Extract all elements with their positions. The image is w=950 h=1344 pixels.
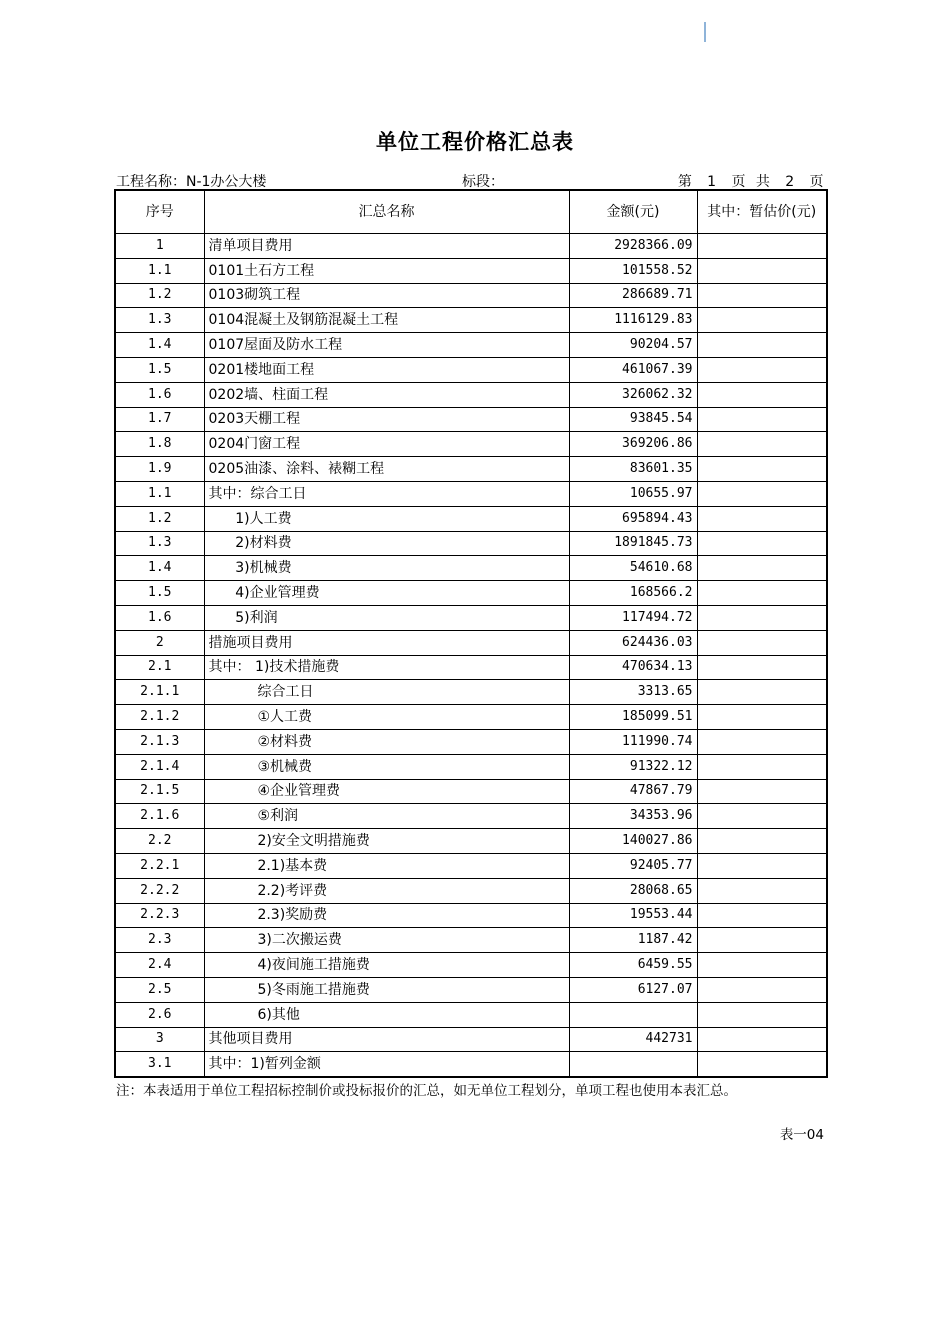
- table-row: [115, 556, 827, 581]
- row-amount: 93845.54: [569, 407, 697, 432]
- table-row: [115, 729, 827, 754]
- table-header-row: [115, 190, 827, 234]
- table-row: [115, 333, 827, 358]
- table-row: [115, 357, 827, 382]
- row-estimate: [697, 829, 827, 854]
- row-serial: 2.4: [115, 953, 204, 978]
- row-serial: 2.5: [115, 977, 204, 1002]
- row-amount: [569, 1052, 697, 1077]
- row-amount: 185099.51: [569, 705, 697, 730]
- text-cursor-marker: [704, 22, 706, 42]
- row-serial: 2.1.3: [115, 729, 204, 754]
- page-suffix: 页: [809, 174, 824, 190]
- table-row: [115, 308, 827, 333]
- table-row: [115, 1052, 827, 1077]
- info-row: [114, 171, 826, 189]
- row-estimate: [697, 556, 827, 581]
- row-estimate: [697, 878, 827, 903]
- header-amount: 金额(元): [569, 190, 697, 234]
- row-serial: 2.2.3: [115, 903, 204, 928]
- row-amount: 624436.03: [569, 630, 697, 655]
- row-serial: 1.1: [115, 258, 204, 283]
- row-estimate: [697, 977, 827, 1002]
- row-serial: 1.1: [115, 481, 204, 506]
- table-row: [115, 258, 827, 283]
- table-row: [115, 506, 827, 531]
- row-estimate: [697, 928, 827, 953]
- row-name: 其他项目费用: [204, 1027, 569, 1052]
- row-name: 4)企业管理费: [204, 581, 569, 606]
- row-serial: 1.6: [115, 605, 204, 630]
- row-amount: 92405.77: [569, 853, 697, 878]
- row-serial: 2.3: [115, 928, 204, 953]
- table-row: [115, 581, 827, 606]
- row-name: ①人工费: [204, 705, 569, 730]
- table-row: [115, 829, 827, 854]
- row-amount: 1891845.73: [569, 531, 697, 556]
- row-name: 0103砌筑工程: [204, 283, 569, 308]
- row-name: 0203天棚工程: [204, 407, 569, 432]
- row-amount: 101558.52: [569, 258, 697, 283]
- row-name: 2.3)奖励费: [204, 903, 569, 928]
- table-row: [115, 754, 827, 779]
- row-amount: [569, 1002, 697, 1027]
- table-body: [115, 234, 827, 1078]
- row-serial: 1.5: [115, 357, 204, 382]
- table-row: [115, 878, 827, 903]
- row-serial: 2.6: [115, 1002, 204, 1027]
- row-name: 0101土石方工程: [204, 258, 569, 283]
- row-serial: 2.2.2: [115, 878, 204, 903]
- row-serial: 2.1.6: [115, 804, 204, 829]
- row-amount: 1187.42: [569, 928, 697, 953]
- row-serial: 2.2: [115, 829, 204, 854]
- row-name: 0107屋面及防水工程: [204, 333, 569, 358]
- row-serial: 1.3: [115, 531, 204, 556]
- row-estimate: [697, 705, 827, 730]
- row-estimate: [697, 581, 827, 606]
- footnote: 注：本表适用于单位工程招标控制价或投标报价的汇总，如无单位工程划分，单项工程也使用本表汇总。: [116, 1083, 737, 1099]
- row-estimate: [697, 283, 827, 308]
- row-serial: 2.1.4: [115, 754, 204, 779]
- table-row: [115, 630, 827, 655]
- row-serial: 2.1.1: [115, 680, 204, 705]
- row-estimate: [697, 903, 827, 928]
- row-name: 2)安全文明措施费: [204, 829, 569, 854]
- table-row: [115, 977, 827, 1002]
- page-total: 2: [785, 174, 795, 190]
- table-row: [115, 605, 827, 630]
- row-estimate: [697, 382, 827, 407]
- row-serial: 3.1: [115, 1052, 204, 1077]
- row-amount: 2928366.09: [569, 234, 697, 259]
- row-amount: 369206.86: [569, 432, 697, 457]
- row-estimate: [697, 457, 827, 482]
- row-name: 3)二次搬运费: [204, 928, 569, 953]
- row-serial: 1.4: [115, 333, 204, 358]
- row-serial: 1.2: [115, 506, 204, 531]
- row-estimate: [697, 357, 827, 382]
- table-row: [115, 382, 827, 407]
- row-serial: 1.4: [115, 556, 204, 581]
- page-mid: 页 共: [731, 174, 771, 190]
- row-name: 0204门窗工程: [204, 432, 569, 457]
- row-amount: 3313.65: [569, 680, 697, 705]
- table-row: [115, 234, 827, 259]
- row-estimate: [697, 333, 827, 358]
- row-name: 0201楼地面工程: [204, 357, 569, 382]
- row-serial: 1.2: [115, 283, 204, 308]
- row-name: ⑤利润: [204, 804, 569, 829]
- table-row: [115, 1027, 827, 1052]
- row-amount: 6127.07: [569, 977, 697, 1002]
- row-amount: 168566.2: [569, 581, 697, 606]
- row-estimate: [697, 655, 827, 680]
- row-name: 2)材料费: [204, 531, 569, 556]
- table-row: [115, 853, 827, 878]
- table-row: [115, 283, 827, 308]
- row-serial: 2.2.1: [115, 853, 204, 878]
- page-indicator: [678, 171, 824, 191]
- row-name: 0104混凝土及钢筋混凝土工程: [204, 308, 569, 333]
- row-name: 5)利润: [204, 605, 569, 630]
- row-estimate: [697, 1027, 827, 1052]
- row-name: ④企业管理费: [204, 779, 569, 804]
- table-row: [115, 928, 827, 953]
- row-amount: 111990.74: [569, 729, 697, 754]
- row-serial: 1.5: [115, 581, 204, 606]
- row-name: ③机械费: [204, 754, 569, 779]
- row-estimate: [697, 853, 827, 878]
- row-amount: 28068.65: [569, 878, 697, 903]
- row-estimate: [697, 754, 827, 779]
- row-serial: 1.6: [115, 382, 204, 407]
- row-name: 3)机械费: [204, 556, 569, 581]
- table-row: [115, 1002, 827, 1027]
- row-amount: 470634.13: [569, 655, 697, 680]
- row-estimate: [697, 432, 827, 457]
- row-amount: 47867.79: [569, 779, 697, 804]
- table-row: [115, 953, 827, 978]
- table-row: [115, 457, 827, 482]
- row-estimate: [697, 531, 827, 556]
- row-serial: 1.8: [115, 432, 204, 457]
- row-estimate: [697, 308, 827, 333]
- row-serial: 2.1.5: [115, 779, 204, 804]
- summary-table: [114, 189, 828, 1078]
- row-estimate: [697, 605, 827, 630]
- table-row: [115, 481, 827, 506]
- page-title: 单位工程价格汇总表: [376, 130, 574, 154]
- row-name: 措施项目费用: [204, 630, 569, 655]
- table-row: [115, 531, 827, 556]
- row-estimate: [697, 258, 827, 283]
- row-amount: 10655.97: [569, 481, 697, 506]
- row-amount: 6459.55: [569, 953, 697, 978]
- row-amount: 442731: [569, 1027, 697, 1052]
- row-estimate: [697, 481, 827, 506]
- row-name: 1)人工费: [204, 506, 569, 531]
- table-row: [115, 655, 827, 680]
- row-name: 综合工日: [204, 680, 569, 705]
- row-estimate: [697, 407, 827, 432]
- row-estimate: [697, 1052, 827, 1077]
- row-estimate: [697, 630, 827, 655]
- row-estimate: [697, 680, 827, 705]
- row-estimate: [697, 1002, 827, 1027]
- row-amount: 326062.32: [569, 382, 697, 407]
- row-name: ②材料费: [204, 729, 569, 754]
- page-number: 1: [707, 174, 717, 190]
- row-serial: 1.3: [115, 308, 204, 333]
- row-serial: 3: [115, 1027, 204, 1052]
- row-serial: 2.1.2: [115, 705, 204, 730]
- row-estimate: [697, 953, 827, 978]
- row-estimate: [697, 506, 827, 531]
- row-amount: 83601.35: [569, 457, 697, 482]
- row-serial: 1.7: [115, 407, 204, 432]
- row-amount: 19553.44: [569, 903, 697, 928]
- project-name: 工程名称：N-1办公大楼: [116, 174, 267, 190]
- row-name: 清单项目费用: [204, 234, 569, 259]
- table-row: [115, 779, 827, 804]
- table-row: [115, 407, 827, 432]
- header-serial: 序号: [115, 190, 204, 234]
- row-estimate: [697, 804, 827, 829]
- table-row: [115, 804, 827, 829]
- row-amount: 91322.12: [569, 754, 697, 779]
- table-row: [115, 680, 827, 705]
- row-name: 其中： 1)技术措施费: [204, 655, 569, 680]
- row-amount: 1116129.83: [569, 308, 697, 333]
- row-name: 0202墙、柱面工程: [204, 382, 569, 407]
- row-name: 2.2)考评费: [204, 878, 569, 903]
- row-name: 2.1)基本费: [204, 853, 569, 878]
- row-amount: 34353.96: [569, 804, 697, 829]
- row-amount: 695894.43: [569, 506, 697, 531]
- row-amount: 461067.39: [569, 357, 697, 382]
- row-amount: 54610.68: [569, 556, 697, 581]
- table-row: [115, 432, 827, 457]
- row-estimate: [697, 779, 827, 804]
- row-estimate: [697, 234, 827, 259]
- row-name: 6)其他: [204, 1002, 569, 1027]
- row-name: 其中：综合工日: [204, 481, 569, 506]
- row-name: 4)夜间施工措施费: [204, 953, 569, 978]
- page-prefix: 第: [677, 174, 693, 190]
- row-name: 5)冬雨施工措施费: [204, 977, 569, 1002]
- section-label: 标段：: [462, 174, 504, 190]
- row-amount: 117494.72: [569, 605, 697, 630]
- row-estimate: [697, 729, 827, 754]
- row-amount: 140027.86: [569, 829, 697, 854]
- table-row: [115, 705, 827, 730]
- row-serial: 2: [115, 630, 204, 655]
- table-code: 表一04: [779, 1127, 824, 1143]
- row-serial: 1: [115, 234, 204, 259]
- table-row: [115, 903, 827, 928]
- row-name: 0205油漆、涂料、裱糊工程: [204, 457, 569, 482]
- header-estimate: 其中：暂估价(元): [697, 190, 827, 234]
- row-name: 其中：1)暂列金额: [204, 1052, 569, 1077]
- header-name: 汇总名称: [204, 190, 569, 234]
- row-serial: 2.1: [115, 655, 204, 680]
- row-amount: 90204.57: [569, 333, 697, 358]
- row-amount: 286689.71: [569, 283, 697, 308]
- row-serial: 1.9: [115, 457, 204, 482]
